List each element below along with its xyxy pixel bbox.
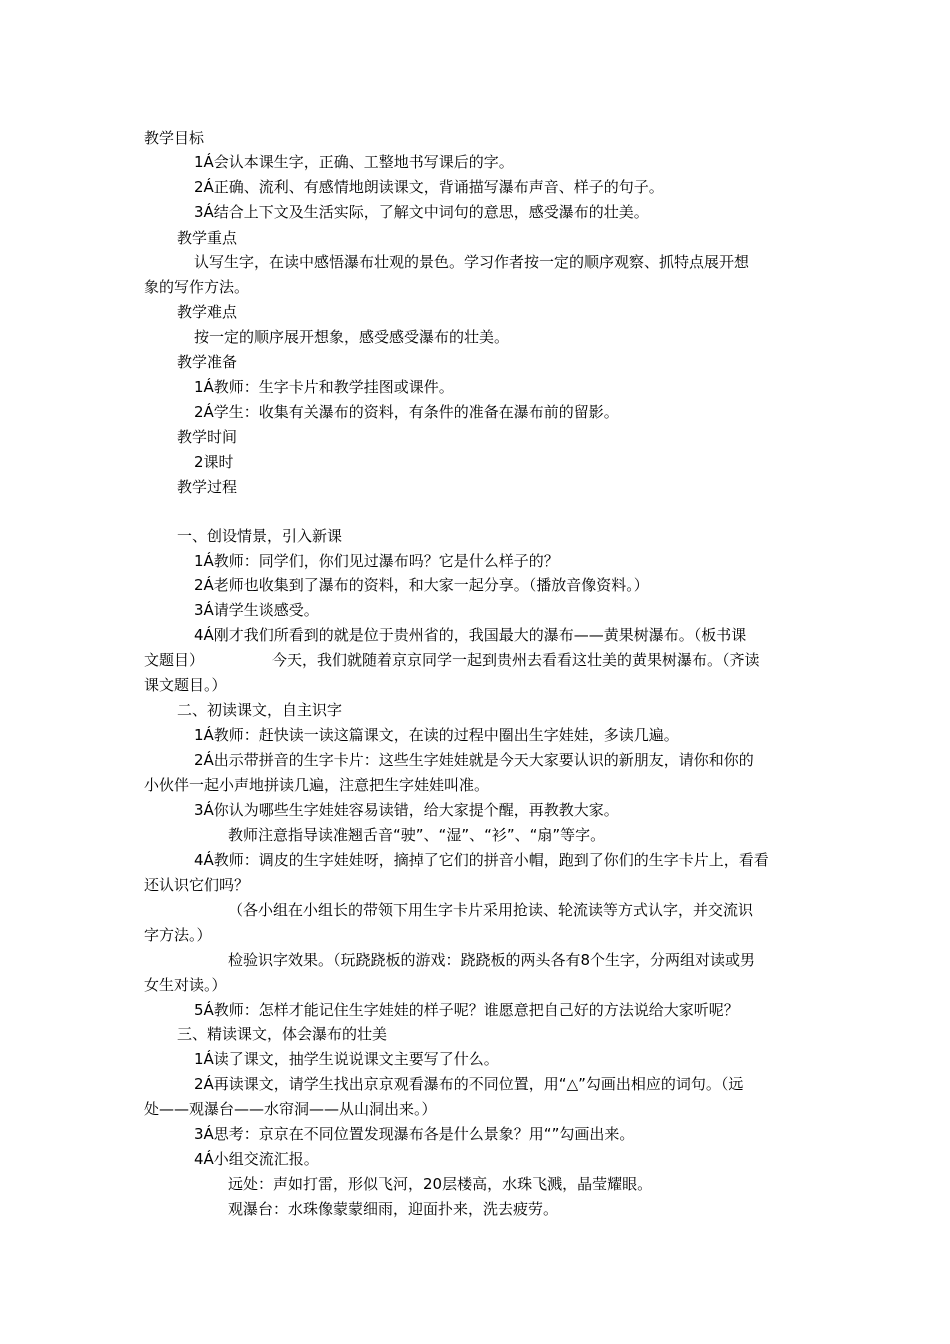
heading-difficulties: 教学难点 (177, 303, 238, 321)
section-3-line: 处——观瀑台——水帘洞——从山洞出来。） (144, 1100, 437, 1118)
heading-time: 教学时间 (177, 428, 238, 446)
key-points-line: 象的写作方法。 (144, 278, 250, 296)
section-2-line: 字方法。） (144, 926, 212, 944)
section-1-continued (144, 648, 760, 672)
section-1-continued: 课文题目。） (144, 676, 227, 694)
section-3-line: 1Á读了课文，抽学生说说课文主要写了什么。 (194, 1050, 499, 1068)
section-2-line: 检验识字效果。（玩跷跷板的游戏：跷跷板的两头各有8个生字，分两组对读或男 (228, 951, 756, 969)
heading-process: 教学过程 (177, 478, 238, 496)
section-2-line: 教师注意指导读准翘舌音“驶”、“湿”、“衫”、“扇”等字。 (228, 826, 606, 844)
goal-item: 2Á正确、流利、有感情地朗读课文，背诵描写瀑布声音、样子的句子。 (194, 178, 664, 196)
section-1-item: 1Á教师：同学们，你们见过瀑布吗？它是什么样子的？ (194, 552, 559, 570)
section-2-title: 二、初读课文，自主识字 (177, 701, 343, 719)
section-2-line: 4Á教师：调皮的生字娃娃呀，摘掉了它们的拼音小帽，跑到了你们的生字卡片上，看看 (194, 851, 769, 869)
heading-teaching-goals: 教学目标 (144, 129, 205, 147)
goal-item: 1Á会认本课生字，正确、工整地书写课后的字。 (194, 153, 514, 171)
section-2-line: （各小组在小组长的带领下用生字卡片采用抢读、轮流读等方式认字，并交流识 (228, 901, 754, 919)
section-3-line: 3Á思考：京京在不同位置发现瀑布各是什么景象？用“”勾画出来。 (194, 1125, 635, 1143)
difficulties-text: 按一定的顺序展开想象，感受感受瀑布的壮美。 (194, 328, 510, 346)
goal-item: 3Á结合上下文及生活实际，了解文中词句的意思，感受瀑布的壮美。 (194, 203, 649, 221)
section-1-item: 3Á请学生谈感受。 (194, 601, 319, 619)
key-points-line: 认写生字，在读中感悟瀑布壮观的景色。学习作者按一定的顺序观察、抓特点展开想 (194, 253, 750, 271)
section-1-item: 2Á老师也收集到了瀑布的资料，和大家一起分享。（播放音像资料。） (194, 576, 649, 594)
section-2-line: 2Á出示带拼音的生字卡片：这些生字娃娃就是今天大家要认识的新朋友，请你和你的 (194, 751, 754, 769)
section-3-line: 远处：声如打雷，形似飞河，20层楼高，水珠飞溅，晶莹耀眼。 (228, 1175, 653, 1193)
preparation-item: 1Á教师：生字卡片和教学挂图或课件。 (194, 378, 454, 396)
section-3-title: 三、精读课文，体会瀑布的壮美 (177, 1025, 388, 1043)
heading-key-points: 教学重点 (177, 229, 238, 247)
section-1-cont-a: 文题目） (144, 651, 205, 669)
section-1-item: 4Á刚才我们所看到的就是位于贵州省的，我国最大的瀑布——黄果树瀑布。（板书课 (194, 626, 747, 644)
section-2-line: 小伙伴一起小声地拼读几遍，注意把生字娃娃叫准。 (144, 776, 490, 794)
section-3-line: 4Á小组交流汇报。 (194, 1150, 319, 1168)
section-3-line: 观瀑台：水珠像蒙蒙细雨，迎面扑来，洗去疲劳。 (228, 1200, 559, 1218)
section-2-line: 1Á教师：赶快读一读这篇课文，在读的过程中圈出生字娃娃，多读几遍。 (194, 726, 679, 744)
section-2-line: 5Á教师：怎样才能记住生字娃娃的样子呢？谁愿意把自己好的方法说给大家听呢？ (194, 1001, 739, 1019)
preparation-item: 2Á学生：收集有关瀑布的资料，有条件的准备在瀑布前的留影。 (194, 403, 619, 421)
section-2-line: 3Á你认为哪些生字娃娃容易读错，给大家提个醒，再教教大家。 (194, 801, 619, 819)
section-2-line: 女生对读。） (144, 976, 227, 994)
heading-preparation: 教学准备 (177, 353, 238, 371)
section-1-title: 一、创设情景，引入新课 (177, 527, 343, 545)
section-2-line: 还认识它们吗？ (144, 876, 250, 894)
time-text: 2课时 (194, 453, 234, 471)
section-1-cont-b: 今天，我们就随着京京同学一起到贵州去看看这壮美的黄果树瀑布。（齐读 (272, 651, 760, 669)
section-3-line: 2Á再读课文，请学生找出京京观看瀑布的不同位置，用“△”勾画出相应的词句。（远 (194, 1075, 744, 1093)
